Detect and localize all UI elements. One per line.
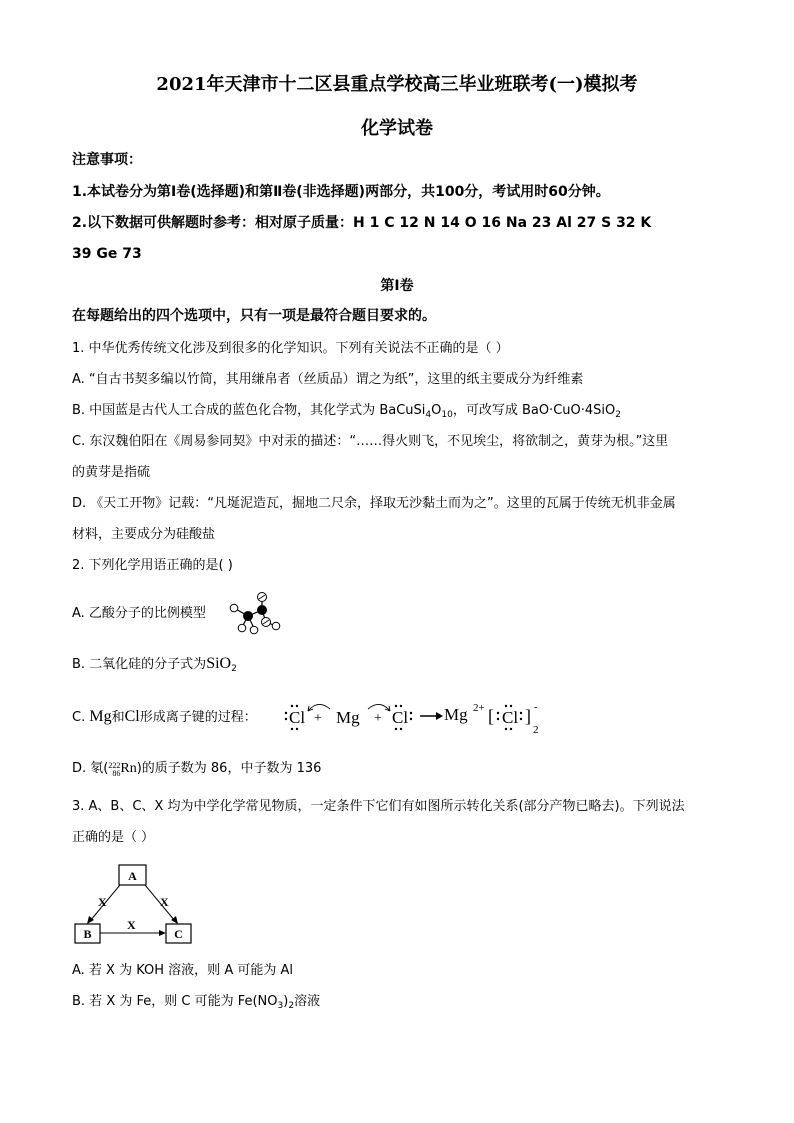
eq-bracket-close: ] [525,706,531,726]
hydrogen-atom [230,604,238,612]
electron-dot [497,712,499,714]
q1-option-b-text-3: ，可改写成 BaO·CuO·4SiO [452,403,616,418]
electron-dot [400,705,402,707]
q2-option-b-text: B. 二氧化硅的分子式为 [72,657,207,672]
section-title: 第Ⅰ卷 [380,278,414,294]
q3-option-b-text: B. 若 X 为 Fe，则 C 可能为 Fe(NO [72,994,278,1009]
q3-stem-line-1: 3. A、B、C、X 均为中学化学常见物质，一定条件下它们有如图所示转化关系(部分产物已略去)。下列说法 [72,799,685,814]
electron-dot [291,728,293,730]
eq-mg: Mg [336,708,360,727]
q1-option-a: A. “自古书契多编以竹简，其用缣帛者（丝质品）谓之为纸”，这里的纸主要成分为纤维素 [72,372,584,387]
hydrogen-atom [238,624,246,632]
acetic-acid-model-image [222,590,284,640]
q2-option-d-nuclide-numbers [108,762,120,778]
electron-dot [296,728,298,730]
electron-dot [400,728,402,730]
q2-option-c-mg: Mg [89,708,112,725]
exam-title: 2021年天津市十二区县重点学校高三毕业班联考(一)模拟考 [156,74,638,95]
exam-subtitle: 化学试卷 [361,118,433,139]
q3-option-b [72,993,732,1015]
eq-cl-count: 2 [533,724,539,736]
q1-option-b-sub-3: 2 [615,410,621,420]
edge-bc-label: X [127,918,136,932]
q2-option-d-mass: 222 [108,761,121,770]
q3-option-b-text-2: ) [283,994,289,1009]
node-c-label: C [174,927,183,941]
notes-item-2-line-2: 39 Ge 73 [72,246,142,262]
electron-dot [395,728,397,730]
q1-option-d-line-2: 材料，主要成分为硅酸盐 [72,527,216,542]
transformation-diagram [72,862,196,946]
q2-option-d [72,760,732,778]
eq-mg-charge: 2+ [473,702,485,714]
q2-option-b-formula: SiO [206,655,232,672]
electron-dot [410,718,412,720]
q2-option-c-text: 和 [111,710,125,725]
electron-dot [395,705,397,707]
q1-option-b-text: B. 中国蓝是古代人工合成的蓝色化合物，其化学式为 BaCuSi [72,403,426,418]
eq-cl-ion: Cl [502,708,519,727]
q2-option-c-cl: Cl [124,708,140,725]
carbon-atom [257,605,267,615]
eq-cl-charge: - [534,701,538,713]
q2-option-b [72,655,732,678]
electron-dot [291,705,293,707]
q2-option-c-label: C. [72,710,86,725]
q1-option-b-text-2: O [431,403,442,418]
eq-plus-1: + [314,711,322,726]
notes-item-1: 1.本试卷分为第Ⅰ卷(选择题)和第Ⅱ卷(非选择题)两部分，共100分，考试用时60分钟。 [72,184,610,200]
notes-heading: 注意事项： [72,152,142,168]
q1-option-b-sub-2: 10 [441,410,453,420]
electron-dot [505,705,507,707]
edge-ab-label: X [98,895,107,909]
electron-dot [510,728,512,730]
edge-ac-label: X [160,895,169,909]
q2-option-d-text: D. 氡( [72,761,109,776]
hydrogen-atom [272,622,280,630]
q1-option-b-sub-1: 4 [425,410,432,420]
electron-dot [410,712,412,714]
q2-option-d-text-2: )的质子数为 86，中子数为 136 [136,761,322,776]
q3-option-b-sub-1: 3 [277,1001,284,1011]
electron-dot [510,705,512,707]
q3-option-a: A. 若 X 为 KOH 溶液，则 A 可能为 Al [72,963,293,978]
q1-stem: 1. 中华优秀传统文化涉及到很多的化学知识。下列有关说法不正确的是（ ） [72,341,509,356]
node-a-label: A [128,869,137,883]
eq-cl-left: Cl [289,708,306,727]
q3-option-b-sub-2: 2 [288,1001,295,1011]
q2-option-d-symbol: Rn [120,761,137,776]
section-instruction: 在每题给出的四个选项中，只有一项是最符合题目要求的。 [72,308,436,324]
electron-dot [520,712,522,714]
eq-bracket-open: [ [488,706,494,726]
eq-plus-2: + [374,711,382,726]
q2-option-b-sub: 2 [231,664,237,674]
electron-dot [285,712,287,714]
q1-option-d-line-1: D. 《天工开物》记载：“凡埏泥造瓦，掘地二尺余，择取无沙黏土而为之”。这里的瓦属于传统无机非金属 [72,496,676,511]
eq-cl-right: Cl [392,708,409,727]
node-b-label: B [83,927,92,941]
q2-option-c-text-2: 形成离子键的过程： [139,710,257,725]
q2-option-d-atomic-number: 86 [112,769,121,778]
electron-dot [296,705,298,707]
q2-option-a: A. 乙酸分子的比例模型 [72,606,206,621]
electron-dot [285,718,287,720]
q1-option-b [72,402,732,424]
electron-dot [505,728,507,730]
ionic-bond-formation-equation [280,697,550,737]
q3-stem-line-2: 正确的是（ ） [72,830,155,845]
q3-option-b-text-3: 溶液 [294,994,321,1009]
q1-option-c-line-2: 的黄芽是指硫 [72,465,151,480]
notes-item-2-line-1: 2.以下数据可供解题时参考：相对原子质量：H 1 C 12 N 14 O 16 Na 23 Al 27 S 32 K [72,215,652,231]
electron-dot [520,718,522,720]
q2-stem: 2. 下列化学用语正确的是( ) [72,558,233,573]
q1-option-c-line-1: C. 东汉魏伯阳在《周易参同契》中对汞的描述：“……得火则飞，不见埃尘，将欲制之，黄芽为根。”这里 [72,434,669,449]
eq-mg-ion: Mg [444,705,468,724]
electron-dot [497,718,499,720]
hydrogen-atom [250,626,258,634]
carbon-atom [243,611,253,621]
